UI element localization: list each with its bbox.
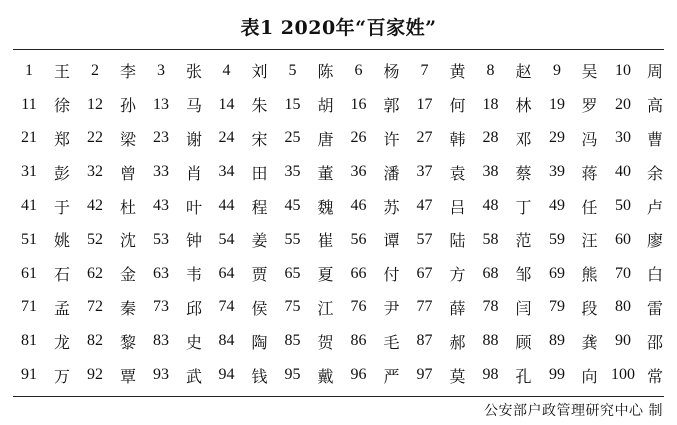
surname: 韦 (185, 265, 202, 285)
rank-number: 78 (482, 298, 499, 316)
rank-number: 81 (21, 332, 37, 350)
surname: 马 (185, 96, 202, 116)
surname: 江 (317, 298, 334, 318)
surname: 张 (185, 62, 202, 82)
rank-number: 63 (153, 264, 169, 282)
rank-number: 6 (354, 61, 363, 79)
rank-number: 7 (420, 61, 429, 79)
rank-number: 79 (549, 298, 565, 316)
surname: 苏 (383, 197, 400, 217)
surname: 姜 (251, 231, 268, 251)
surname: 邓 (515, 129, 532, 149)
surname: 侯 (251, 298, 268, 318)
rank-number: 72 (87, 298, 103, 316)
surname: 夏 (317, 265, 334, 285)
surname: 蔡 (515, 163, 532, 183)
rank-number: 8 (486, 61, 495, 79)
rank-number: 99 (549, 366, 565, 384)
rank-number: 49 (549, 197, 565, 215)
surname: 陈 (317, 62, 334, 82)
surname: 郑 (53, 129, 70, 149)
rank-number: 75 (284, 298, 301, 316)
rank-number: 15 (284, 95, 301, 113)
surname: 杜 (119, 197, 136, 217)
rank-number: 18 (482, 95, 499, 113)
rank-number: 97 (416, 366, 433, 384)
rank-number: 68 (482, 264, 499, 282)
surname: 崔 (317, 231, 334, 251)
surname: 吴 (581, 62, 598, 82)
rank-number: 30 (615, 129, 631, 147)
source-credit: 公安部户政管理研究中心 制 (484, 403, 663, 419)
rank-number: 91 (21, 366, 37, 384)
surname: 唐 (317, 129, 334, 149)
surname: 宋 (251, 129, 268, 149)
surname: 丁 (515, 197, 532, 217)
surname: 白 (646, 265, 663, 285)
rank-number: 92 (87, 366, 103, 384)
surname: 何 (449, 96, 466, 116)
surname: 魏 (317, 197, 334, 217)
surname: 金 (119, 265, 136, 285)
surname: 雷 (646, 298, 663, 318)
surname: 潘 (383, 163, 400, 183)
surname: 武 (185, 366, 202, 386)
surname: 罗 (581, 96, 598, 116)
rank-number: 87 (416, 332, 433, 350)
rank-number: 43 (153, 197, 169, 215)
surname: 赵 (515, 62, 532, 82)
rank-number: 29 (549, 129, 565, 147)
surname: 汪 (581, 231, 598, 251)
rank-number: 39 (549, 163, 565, 181)
surname: 田 (251, 163, 268, 183)
rank-number: 10 (615, 61, 631, 79)
rank-number: 51 (21, 230, 37, 248)
surname: 钱 (251, 366, 268, 386)
rank-number: 96 (350, 366, 367, 384)
rank-number: 41 (21, 197, 37, 215)
surname: 林 (515, 96, 532, 116)
rank-number: 73 (153, 298, 169, 316)
surname: 王 (53, 62, 70, 82)
rank-number: 12 (87, 95, 103, 113)
rank-number: 71 (21, 298, 37, 316)
rank-number: 4 (222, 61, 231, 79)
surname: 蒋 (581, 163, 598, 183)
rank-number: 2 (91, 61, 99, 79)
surname: 廖 (646, 231, 663, 251)
rank-number: 19 (549, 95, 565, 113)
surname: 许 (383, 129, 400, 149)
surname: 于 (53, 197, 70, 217)
surname: 龙 (53, 332, 70, 352)
surname: 姚 (53, 231, 70, 251)
surname: 彭 (53, 163, 70, 183)
surname: 卢 (646, 197, 663, 217)
surname: 陶 (251, 332, 268, 352)
surname: 谢 (185, 129, 202, 149)
rank-number: 66 (350, 264, 367, 282)
surname: 郭 (383, 96, 400, 116)
rank-number: 3 (157, 61, 165, 79)
rank-number: 40 (615, 163, 631, 181)
surname: 韩 (449, 129, 466, 149)
surname: 刘 (251, 62, 268, 82)
surname: 覃 (119, 366, 136, 386)
rank-number: 5 (288, 61, 297, 79)
surname: 常 (646, 366, 663, 386)
rank-number: 100 (611, 366, 635, 384)
rank-number: 70 (615, 264, 631, 282)
surname: 李 (119, 62, 136, 82)
rank-number: 58 (482, 230, 499, 248)
surname: 周 (646, 62, 663, 82)
rank-number: 44 (218, 197, 235, 215)
rank-number: 62 (87, 264, 103, 282)
rank-number: 42 (87, 197, 103, 215)
surname: 段 (581, 298, 598, 318)
rank-number: 83 (153, 332, 169, 350)
surname: 吕 (449, 197, 466, 217)
rank-number: 46 (350, 197, 367, 215)
surname: 向 (581, 366, 598, 386)
surname: 邱 (185, 298, 202, 318)
surname: 贺 (317, 332, 334, 352)
rank-number: 31 (21, 163, 37, 181)
surname: 徐 (53, 96, 70, 116)
surname: 程 (251, 197, 268, 217)
surname: 孔 (515, 366, 532, 386)
rank-number: 52 (87, 230, 103, 248)
rank-number: 95 (284, 366, 301, 384)
rank-number: 21 (21, 129, 37, 147)
bottom-rule (13, 396, 664, 397)
rank-number: 65 (284, 264, 301, 282)
surname: 叶 (185, 197, 202, 217)
rank-number: 9 (553, 61, 561, 79)
surname: 高 (646, 96, 663, 116)
rank-number: 47 (416, 197, 433, 215)
surname: 顾 (515, 332, 532, 352)
rank-number: 57 (416, 230, 433, 248)
surname-table (13, 54, 664, 392)
surname: 石 (53, 265, 70, 285)
rank-number: 98 (482, 366, 499, 384)
rank-number: 67 (416, 264, 433, 282)
rank-number: 32 (87, 163, 103, 181)
surname: 贾 (251, 265, 268, 285)
rank-number: 90 (615, 332, 631, 350)
rank-number: 55 (284, 230, 301, 248)
surname: 付 (383, 265, 400, 285)
surname: 龚 (581, 332, 598, 352)
top-rule (13, 49, 664, 50)
table-title: 表1 2020年“百家姓” (240, 17, 437, 39)
rank-number: 93 (153, 366, 169, 384)
rank-number: 25 (284, 129, 301, 147)
surname: 严 (383, 366, 400, 386)
surname: 冯 (581, 129, 598, 149)
rank-number: 82 (87, 332, 103, 350)
rank-number: 74 (218, 298, 235, 316)
rank-number: 88 (482, 332, 499, 350)
rank-number: 26 (350, 129, 367, 147)
surname: 余 (646, 163, 663, 183)
rank-number: 45 (284, 197, 301, 215)
rank-number: 34 (218, 163, 235, 181)
rank-number: 24 (218, 129, 235, 147)
rank-number: 1 (25, 61, 33, 79)
surname: 钟 (185, 231, 202, 251)
surname: 孙 (119, 96, 136, 116)
rank-number: 61 (21, 264, 37, 282)
rank-number: 53 (153, 230, 169, 248)
rank-number: 36 (350, 163, 367, 181)
rank-number: 60 (615, 230, 631, 248)
surname: 沈 (119, 231, 136, 251)
rank-number: 86 (350, 332, 367, 350)
rank-number: 64 (218, 264, 235, 282)
rank-number: 54 (218, 230, 235, 248)
surname: 任 (581, 197, 598, 217)
rank-number: 84 (218, 332, 235, 350)
rank-number: 16 (350, 95, 367, 113)
surname: 曾 (119, 163, 136, 183)
rank-number: 38 (482, 163, 499, 181)
rank-number: 76 (350, 298, 367, 316)
surname: 谭 (383, 231, 400, 251)
rank-number: 17 (416, 95, 433, 113)
surname: 毛 (383, 332, 400, 352)
rank-number: 27 (416, 129, 433, 147)
surname: 熊 (581, 265, 598, 285)
rank-number: 77 (416, 298, 433, 316)
surname: 闫 (515, 298, 532, 318)
rank-number: 13 (153, 95, 169, 113)
rank-number: 28 (482, 129, 499, 147)
rank-number: 80 (615, 298, 631, 316)
rank-number: 20 (615, 95, 631, 113)
rank-number: 59 (549, 230, 565, 248)
rank-number: 69 (549, 264, 565, 282)
surname: 邹 (515, 265, 532, 285)
surname: 黎 (119, 332, 136, 352)
rank-number: 23 (153, 129, 169, 147)
rank-number: 56 (350, 230, 367, 248)
rank-number: 33 (153, 163, 169, 181)
rank-number: 48 (482, 197, 499, 215)
surname: 袁 (449, 163, 466, 183)
surname: 邵 (646, 332, 663, 352)
surname: 尹 (383, 298, 400, 318)
surname: 黄 (449, 62, 466, 82)
rank-number: 11 (21, 95, 37, 113)
surname: 秦 (119, 298, 136, 318)
surname: 莫 (449, 366, 466, 386)
surname: 陆 (449, 231, 466, 251)
rank-number: 14 (218, 95, 235, 113)
surname: 郝 (449, 332, 466, 352)
surname: 董 (317, 163, 334, 183)
rank-number: 94 (218, 366, 235, 384)
rank-number: 37 (416, 163, 433, 181)
surname: 薛 (449, 298, 466, 318)
rank-number: 22 (87, 129, 103, 147)
surname: 史 (185, 332, 202, 352)
rank-number: 85 (284, 332, 301, 350)
surname: 孟 (53, 298, 70, 318)
surname: 万 (53, 366, 70, 386)
rank-number: 35 (284, 163, 301, 181)
surname: 肖 (185, 163, 202, 183)
rank-number: 50 (615, 197, 631, 215)
surname: 范 (515, 231, 532, 251)
surname: 杨 (383, 62, 400, 82)
surname: 朱 (251, 96, 268, 116)
surname: 胡 (317, 96, 334, 116)
surname: 戴 (317, 366, 334, 386)
surname: 方 (449, 265, 466, 285)
surname: 曹 (646, 129, 663, 149)
rank-number: 89 (549, 332, 565, 350)
surname: 梁 (119, 129, 136, 149)
